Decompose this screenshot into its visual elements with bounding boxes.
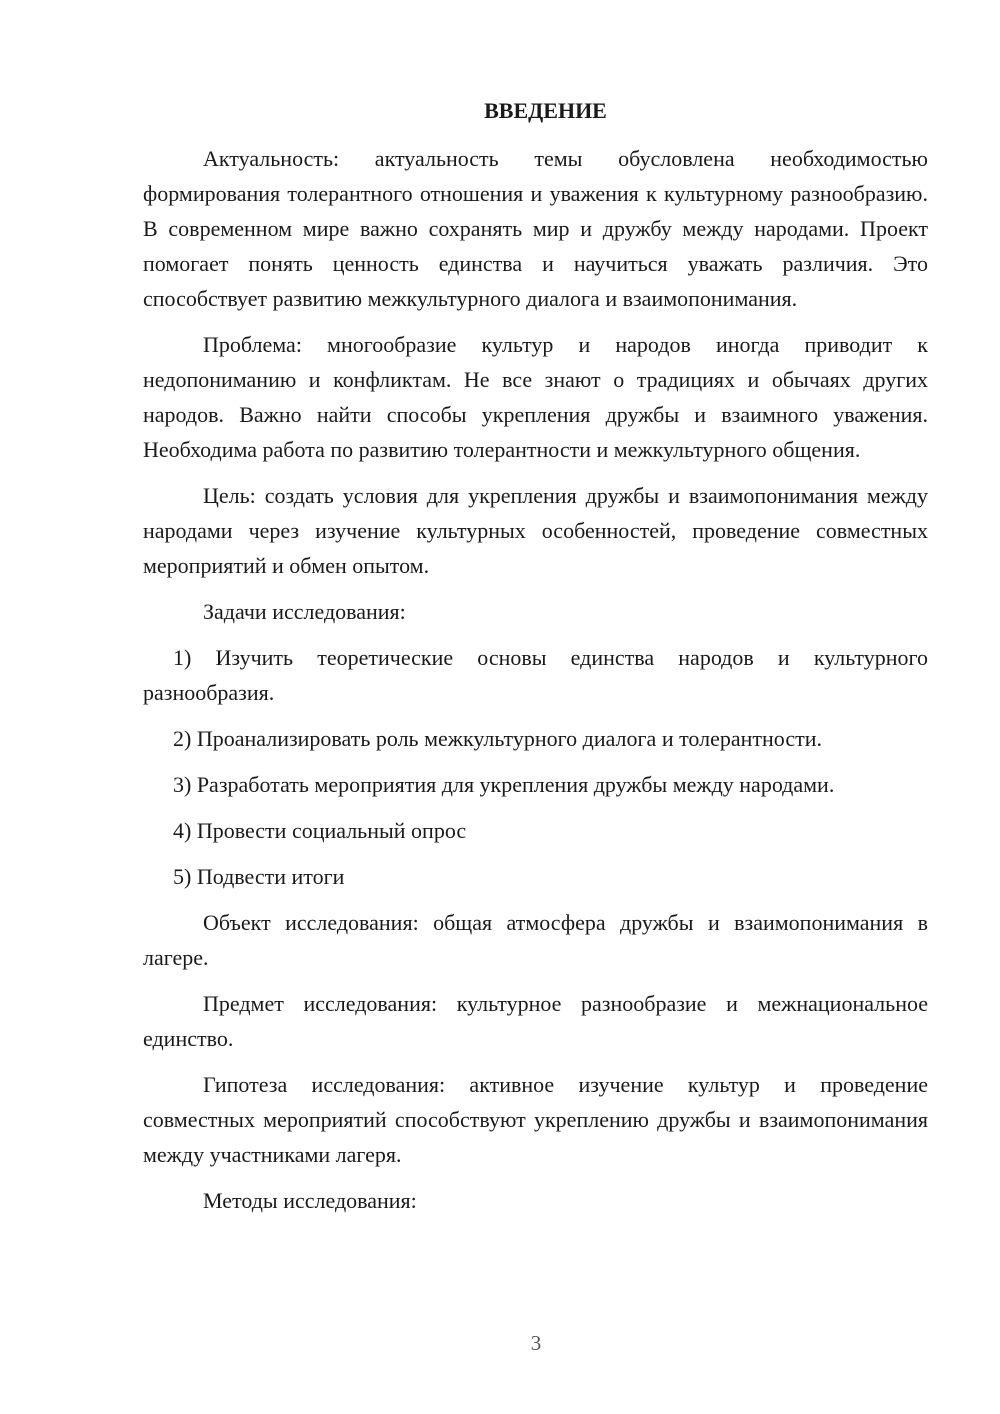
subject-paragraph: Предмет исследования: культурное разнообразие и межнациональное единство. xyxy=(143,991,928,1051)
tasks-heading: Задачи исследования: xyxy=(203,599,406,624)
object-paragraph: Объект исследования: общая атмосфера дружбы и взаимопонимания в лагере. xyxy=(143,910,928,970)
tasks-list xyxy=(143,640,928,894)
task-item: 4) Провести социальный опрос xyxy=(173,818,467,843)
task-item: 3) Разработать мероприятия для укрепления дружбы между народами. xyxy=(173,772,835,797)
hypothesis-paragraph: Гипотеза исследования: активное изучение культур и проведение совместных мероприятий способствуют укреплению дружбы и взаимопонимания между участниками лагеря. xyxy=(143,1072,928,1167)
section-title: ВВЕДЕНИЕ xyxy=(484,98,607,123)
problem-paragraph: Проблема: многообразие культур и народов иногда приводит к недопониманию и конфликтам. Не все знают о традициях и обычаях других народов. Важно найти способы укрепления дружбы и взаимного уважения. Необходима работа по развитию толерантности и межкультурного общения. xyxy=(143,332,928,462)
document-page xyxy=(143,96,928,1229)
task-item: 1) Изучить теоретические основы единства народов и культурного разнообразия. xyxy=(143,645,928,705)
relevance-paragraph: Актуальность: актуальность темы обусловлена необходимостью формирования толерантного отношения и уважения к культурному разнообразию. В современном мире важно сохранять мир и дружбу между народами. Проект помогает понять ценность единства и научиться уважать различия. Это способствует развитию межкультурного диалога и взаимопонимания. xyxy=(143,146,928,311)
task-item: 5) Подвести итоги xyxy=(173,864,345,889)
goal-paragraph: Цель: создать условия для укрепления дружбы и взаимопонимания между народами через изучение культурных особенностей, проведение совместных мероприятий и обмен опытом. xyxy=(143,483,928,578)
page-number: 3 xyxy=(530,1331,542,1355)
task-item: 2) Проанализировать роль межкультурного диалога и толерантности. xyxy=(173,726,822,751)
methods-heading: Методы исследования: xyxy=(203,1188,417,1213)
